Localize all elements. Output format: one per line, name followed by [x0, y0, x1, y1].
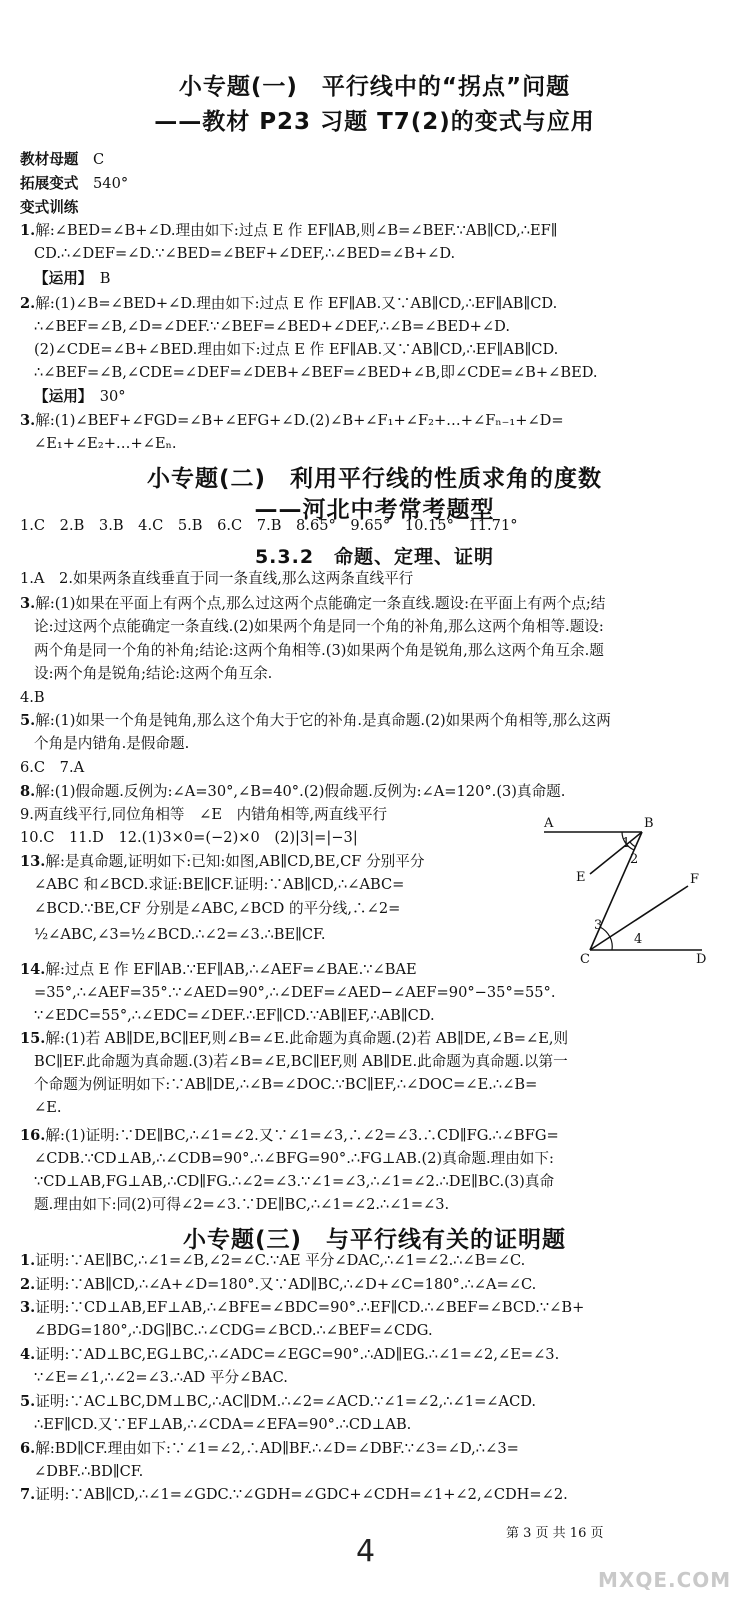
answer-line: 5.证明:∵AC⊥BC,DM⊥BC,∴AC∥DM.∴∠2=∠ACD.∵∠1=∠2,∴∠1=∠ACD.: [20, 1393, 537, 1410]
answer-line: 15.解:(1)若 AB∥DE,BC∥EF,则∠B=∠E.此命题为真命题.(2)若 AB∥DE,∠B=∠E,则: [20, 1030, 569, 1047]
answer-line: ∠BCD.∵BE,CF 分别是∠ABC,∠BCD 的平分线,∴∠2=: [34, 900, 401, 917]
answer-line: ∠BDG=180°,∴DG∥BC.∴∠CDG=∠BCD.∴∠BEF=∠CDG.: [34, 1322, 433, 1339]
answer-line: ∠CDB.∵CD⊥AB,∴∠CDB=90°.∴∠BFG=90°.∴FG⊥AB.(2)真命题.理由如下:: [34, 1150, 554, 1167]
answer-line: 4.证明:∵AD⊥BC,EG⊥BC,∴∠ADC=∠EGC=90°.∴AD∥EG.∴∠1=∠2,∠E=∠3.: [20, 1346, 560, 1363]
answer-line: ∠ABC 和∠BCD.求证:BE∥CF.证明:∵AB∥CD,∴∠ABC=: [34, 876, 405, 893]
watermark-logo: MXQE.COM: [598, 1568, 732, 1592]
answer-line: 1.证明:∵AE∥BC,∴∠1=∠B,∠2=∠C.∵AE 平分∠DAC,∴∠1=∠2.∴∠B=∠C.: [20, 1252, 526, 1269]
answer-line: 10.C 11.D 12.(1)3×0=(−2)×0 (2)|3|=|−3|: [20, 829, 358, 846]
point-c-label: C: [580, 952, 590, 967]
answer-line: ∴∠BEF=∠B,∠CDE=∠DEF=∠DEB+∠BEF=∠BED+∠B,即∠CDE=∠B+∠BED.: [34, 364, 598, 381]
answer-line: 6.C 7.A: [20, 759, 85, 776]
answer-line: 13.解:是真命题,证明如下:已知:如图,AB∥CD,BE,CF 分别平分: [20, 853, 425, 870]
answer-line: (2)∠CDE=∠B+∠BED.理由如下:过点 E 作 EF∥AB.又∵AB∥CD,∴EF∥AB∥CD.: [34, 341, 559, 358]
answer-line: ∴∠BEF=∠B,∠D=∠DEF.∵∠BEF=∠BED+∠DEF,∴∠B=∠BED+∠D.: [34, 318, 510, 335]
answer-line: ½∠ABC,∠3=½∠BCD.∴∠2=∠3.∴BE∥CF.: [34, 926, 326, 943]
page-indicator: 第 3 页 共 16 页: [506, 1526, 604, 1541]
answer-line: CD.∴∠DEF=∠D.∵∠BED=∠BEF+∠DEF,∴∠BED=∠B+∠D.: [34, 245, 456, 262]
section-title-2: 小专题(二) 利用平行线的性质求角的度数: [146, 466, 603, 492]
point-f-label: F: [690, 872, 700, 887]
answer-line: ∵CD⊥AB,FG⊥AB,∴CD∥FG.∴∠2=∠3.∵∠1=∠3,∴∠1=∠2.∴DE∥BC.(3)真命: [34, 1173, 555, 1190]
section-title-4: 小专题(三) 与平行线有关的证明题: [182, 1227, 567, 1253]
answer-line: 9.两直线平行,同位角相等 ∠E 内错角相等,两直线平行: [20, 806, 388, 823]
handwritten-page-number: 4: [356, 1534, 376, 1569]
section-title-1: 小专题(一) 平行线中的“拐点”问题: [178, 74, 571, 100]
answer-line: 8.解:(1)假命题.反例为:∠A=30°,∠B=40°.(2)假命题.反例为:∠A=120°.(3)真命题.: [20, 783, 566, 800]
angle-3-label: 3: [594, 918, 603, 933]
answer-line: 1.解:∠BED=∠B+∠D.理由如下:过点 E 作 EF∥AB,则∠B=∠BEF.∵AB∥CD,∴EF∥: [20, 222, 558, 239]
answer-line: 5.解:(1)如果一个角是钝角,那么这个角大于它的补角.是真命题.(2)如果两个角相等,那么这两: [20, 712, 611, 729]
geometry-figure: [538, 816, 714, 966]
answer-line: 14.解:过点 E 作 EF∥AB.∵EF∥AB,∴∠AEF=∠BAE.∵∠BAE: [20, 961, 417, 978]
point-a-label: A: [544, 816, 554, 831]
answer-line: 1.A 2.如果两条直线垂直于同一条直线,那么这两条直线平行: [20, 570, 414, 587]
answer-line: 拓展变式 540°: [20, 175, 129, 192]
answer-line: 题.理由如下:同(2)可得∠2=∠3.∵DE∥BC,∴∠1=∠2.∴∠1=∠3.: [34, 1196, 450, 1213]
answer-line: 2.证明:∵AB∥CD,∴∠A+∠D=180°.又∵AD∥BC,∴∠D+∠C=180°.∴∠A=∠C.: [20, 1276, 537, 1293]
answer-line: 设:两个角是锐角;结论:这两个角互余.: [34, 665, 273, 682]
answer-line: 3.证明:∵CD⊥AB,EF⊥AB,∴∠BFE=∠BDC=90°.∴EF∥CD.∴∠BEF=∠BCD.∵∠B+: [20, 1299, 585, 1316]
answer-line: 两个角是同一个角的补角;结论:这两个角相等.(3)如果两个角是锐角,那么这两个角互余.题: [34, 642, 604, 659]
answer-line: 16.解:(1)证明:∵DE∥BC,∴∠1=∠2.又∵∠1=∠3,∴∠2=∠3.∴CD∥FG.∴∠BFG=: [20, 1127, 559, 1144]
answer-line: 3.解:(1)如果在平面上有两个点,那么过这两个点能确定一条直线.题设:在平面上有两个点;结: [20, 595, 606, 612]
arc-4: [610, 937, 612, 950]
section-title-3: 5.3.2 命题、定理、证明: [254, 546, 495, 568]
arc-2: [630, 842, 636, 847]
answer-line: ∠DBF.∴BD∥CF.: [34, 1463, 144, 1480]
answer-line: ∠E.: [34, 1099, 62, 1116]
answer-line: 4.B: [20, 689, 45, 706]
point-b-label: B: [644, 816, 654, 831]
point-e-label: E: [576, 870, 586, 885]
answer-line: 变式训练: [20, 199, 79, 216]
section-subtitle-1: ——教材 P23 习题 T7(2)的变式与应用: [154, 109, 595, 135]
answer-line: BC∥EF.此命题为真命题.(3)若∠B=∠E,BC∥EF,则 AB∥DE.此命题为真命题.以第一: [34, 1053, 568, 1070]
answer-line: 1.C 2.B 3.B 4.C 5.B 6.C 7.B 8.65° 9.65° 10.15° 11.71°: [20, 517, 518, 534]
answer-line: 3.解:(1)∠BEF+∠FGD=∠B+∠EFG+∠D.(2)∠B+∠F₁+∠F₂+…+∠Fₙ₋₁+∠D=: [20, 412, 564, 429]
answer-line: ∴EF∥CD.又∵EF⊥AB,∴∠CDA=∠EFA=90°.∴CD⊥AB.: [34, 1416, 412, 1433]
answer-line: ∠E₁+∠E₂+…+∠Eₙ.: [34, 435, 177, 452]
angle-4-label: 4: [634, 932, 643, 947]
answer-line: 论:过这两个点能确定一条直线.(2)如果两个角是同一个角的补角,那么这两个角相等.题设:: [34, 618, 604, 635]
answer-line: 6.解:BD∥CF.理由如下:∵∠1=∠2,∴AD∥BF.∴∠D=∠DBF.∵∠3=∠D,∴∠3=: [20, 1440, 519, 1457]
answer-line: 7.证明:∵AB∥CD,∴∠1=∠GDC.∵∠GDH=∠GDC+∠CDH=∠1+∠2,∠CDH=∠2.: [20, 1486, 568, 1503]
answer-line: 个命题为例证明如下:∵AB∥DE,∴∠B=∠DOC.∵BC∥EF,∴∠DOC=∠E.∴∠B=: [34, 1076, 538, 1093]
angle-1-label: 1: [622, 836, 631, 851]
answer-line: 【运用】 B: [34, 270, 111, 287]
answer-line: ∵∠E=∠1,∴∠2=∠3.∴AD 平分∠BAC.: [34, 1369, 288, 1386]
section-subtitle-2: ——河北中考常考题型: [254, 497, 495, 523]
answer-line: 【运用】 30°: [34, 388, 126, 405]
answer-line: ∵∠EDC=55°,∴∠EDC=∠DEF.∴EF∥CD.∵AB∥EF,∴AB∥CD.: [34, 1007, 435, 1024]
answer-line: 教材母题 C: [20, 151, 105, 168]
point-d-label: D: [696, 952, 707, 967]
angle-2-label: 2: [630, 852, 639, 867]
answer-line: =35°,∴∠AEF=35°.∵∠AED=90°,∴∠DEF=∠AED−∠AEF=90°−35°=55°.: [34, 984, 556, 1001]
answer-line: 个角是内错角.是假命题.: [34, 735, 190, 752]
answer-line: 2.解:(1)∠B=∠BED+∠D.理由如下:过点 E 作 EF∥AB.又∵AB∥CD,∴EF∥AB∥CD.: [20, 295, 558, 312]
